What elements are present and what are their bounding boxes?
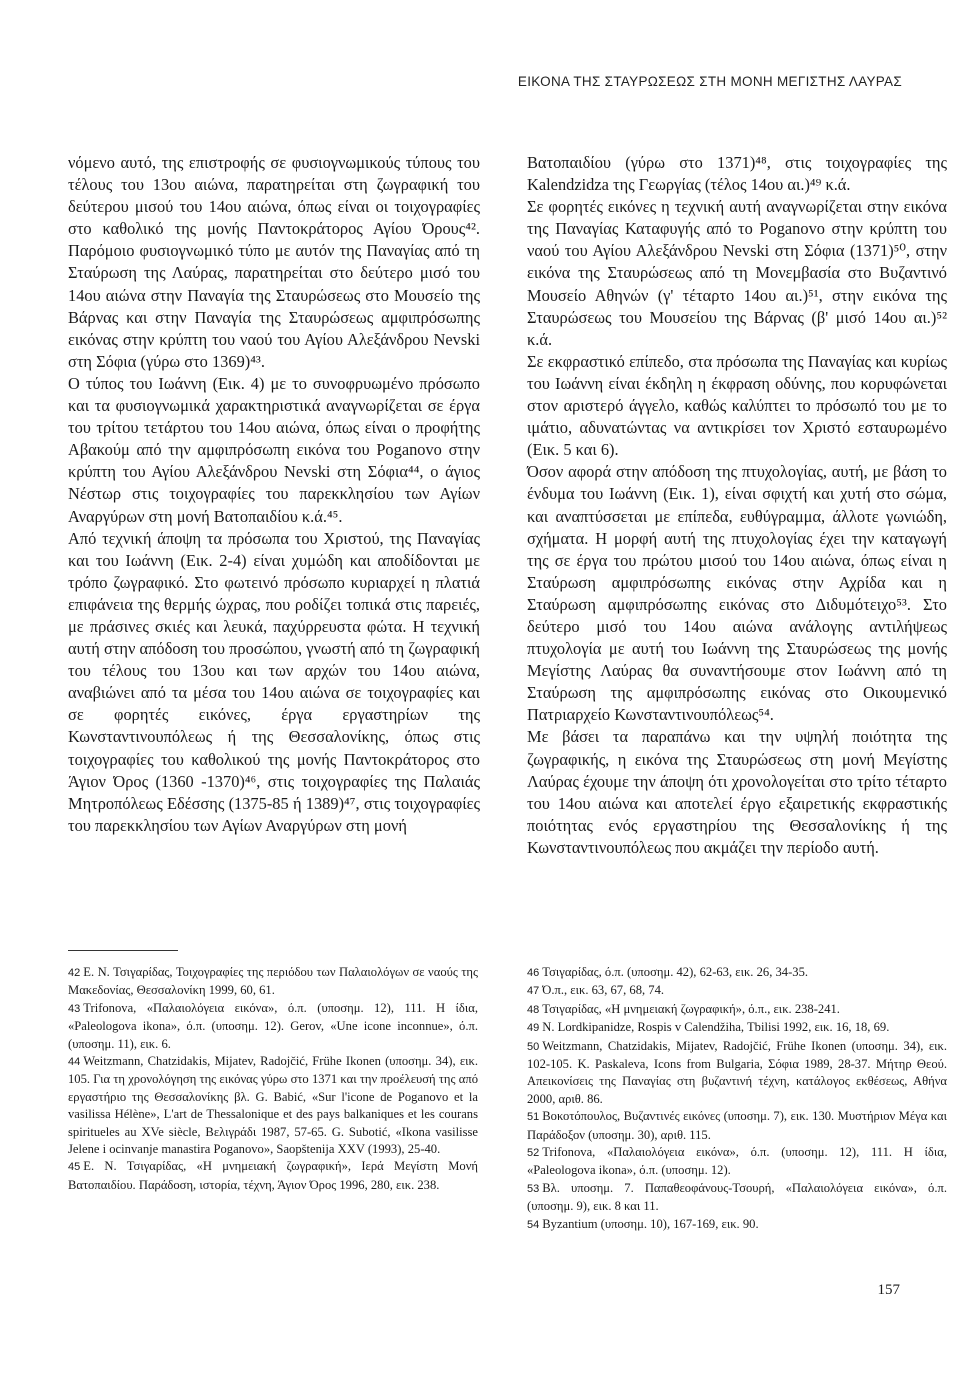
footnote-divider	[68, 950, 178, 951]
footnote-number: 46	[527, 967, 540, 979]
footnote	[527, 1019, 947, 1037]
running-header: ΕΙΚΟΝΑ ΤΗΣ ΣΤΑΥΡΩΣΕΩΣ ΣΤΗ ΜΟΝΗ ΜΕΓΙΣΤΗΣ ΛΑΥΡΑΣ	[517, 74, 902, 89]
footnote-text: Βοκοτόπουλος, Βυζαντινές εικόνες (υποσημ. 7), εικ. 130. Μυστήριον Μέγα και Παράδοξον (υποσημ. 30), αριθ. 115.	[527, 1109, 947, 1142]
footnote-number: 53	[527, 1182, 540, 1195]
footnotes-right	[527, 964, 947, 1234]
footnote	[527, 1144, 947, 1180]
body-paragraph: Ο τύπος του Ιωάννη (Εικ. 4) με το συνοφρυωμένο πρόσωπο και τα φυσιογνωμικά χαρακτηριστικά αναγνωρίζεται σε έργα του τρίτου τετάρτου του 14ου αιώνα, όπως είναι ο προφήτης Αβακούμ από την αμφιπρόσωπη εικόνα του Poganovo στην κρύπτη του Αγίου Αλεξάνδρου Nevski στη Σόφια⁴⁴, ο άγιος Νέστωρ στις τοιχογραφίες του παρεκκλησίου των Αγίων Αναργύρων στη μονή Βατοπαιδίου κ.ά.⁴⁵.	[68, 373, 480, 526]
footnote	[527, 964, 947, 982]
footnotes-left	[68, 964, 478, 1194]
footnote-text: Βλ. υποσημ. 7. Παπαθεοφάνους-Τσουρή, «Παλαιολόγεια εικόνα», ό.π. (υποσημ. 9), εικ. 8 και 11.	[527, 1180, 947, 1214]
footnote-text: Trifonova, «Παλαιολόγεια εικόνα», ό.π. (υποσημ. 12), 111. Η ίδια, «Paleologova ikona», ό.π. (υποσημ. 12).	[527, 1145, 947, 1178]
footnote	[68, 964, 478, 1000]
body-paragraph: Με βάσει τα παραπάνω και την υψηλή ποιότητα της ζωγραφικής, η εικόνα της Σταυρώσεως στη μονή Μεγίστης Λαύρας έχουμε την άποψη ότι χρονολογείται στο τρίτο τέταρτο του 14ου αιώνα και αποτελεί έργο εξαιρετικής εκφραστικής ποιότητας ενός εργαστηρίου της Θεσσαλονίκης ή της Κωνσταντινουπόλεως που ακμάζει την περίοδο αυτή.	[527, 727, 947, 857]
body-paragraph: νόμενο αυτό, της επιστροφής σε φυσιογνωμικούς τύπους του τέλους του 13ου αιώνα, παρατηρείται στη ζωγραφική του δεύτερου μισού του 14ου αιώνα, όπως είναι οι τοιχογραφίες στο καθολικό της μονής Παντοκράτορος Αγίου Όρους⁴². Παρόμοιο φυσιογνωμικό τύπο με αυτόν της Παναγίας από τη Σταύρωση της Λαύρας, παρατηρείται στο δεύτερο μισό του 14ου αιώνα στην Παναγία της Σταυρώσεως στο Μουσείο της Βάρνας και στην Παναγία της Σταυρώσεως αμφιπρόσωπης εικόνας στην κρύπτη του ναού του Αγίου Αλεξάνδρου Nevski στη Σόφια (γύρω στο 1369)⁴³.	[68, 153, 480, 371]
footnote	[527, 1108, 947, 1144]
footnote	[527, 1001, 947, 1019]
footnote-number: 51	[527, 1111, 540, 1124]
page-number: 157	[877, 1282, 900, 1298]
footnote	[68, 1053, 478, 1158]
footnote-number: 47	[527, 985, 540, 998]
footnote	[527, 1216, 947, 1234]
body-column-right	[527, 152, 947, 859]
footnote-number: 42	[68, 967, 81, 979]
body-column-left	[68, 152, 480, 837]
footnote-text: Τσιγαρίδας, «Η μνημειακή ζωγραφική», ό.π., εικ. 238-241.	[542, 1001, 840, 1016]
body-paragraph: Σε φορητές εικόνες η τεχνική αυτή αναγνωρίζεται στην εικόνα της Παναγίας Καταφυγής από το Poganovo στην κρύπτη του ναού του Αγίου Αλεξάνδρου Nevski στη Σόφια (1371)⁵⁰, στην εικόνα της Σταυρώσεως από τη Μονεμβασία στο Βυζαντινό Μουσείο Αθηνών (γ' τέταρτο 14ου αι.)⁵¹, στην εικόνα της Σταυρώσεως του Μουσείου της Βάρνας (β' μισό 14ου αι.)⁵² κ.ά.	[527, 197, 947, 349]
footnote	[527, 1180, 947, 1216]
footnote-number: 44	[68, 1056, 81, 1069]
footnote-text: N. Lordkipanidze, Rospis v Calendžiha, Tbilisi 1992, εικ. 16, 18, 69.	[542, 1020, 890, 1035]
footnote-text: Ε. Ν. Τσιγαρίδας, «Η μνημειακή ζωγραφική», Ιερά Μεγίστη Μονή Βατοπαιδίου. Παράδοση, ιστορία, τέχνη, Άγιον Όρος 1996, 280, εικ. 238.	[68, 1159, 478, 1192]
footnote	[68, 1000, 478, 1053]
footnote-number: 54	[527, 1218, 540, 1231]
footnote-number: 52	[527, 1147, 540, 1160]
footnote-text: Ε. Ν. Τσιγαρίδας, Τοιχογραφίες της περιόδου των Παλαιολόγων σε ναούς της Μακεδονίας, Θεσσαλονίκη 1999, 60, 61.	[68, 965, 478, 998]
footnote-text: Weitzmann, Chatzidakis, Mijatev, Radojčić, Frühe Ikonen (υποσημ. 34), εικ. 105. Για τη χρονολόγηση της εικόνας γύρω στο 1371 και την προέλευσή της από εργαστήριο της Θεσσαλονίκης βλ. G. Babić, «Sur l'icone de Poganovo et la vasilissa Hélène», L'art de Thessalonique et des pays balkaniques et les courans spiritueles au XVe siècle, Βελιγράδι 1987, 57-65. G. Subotić, «Ikona vasilisse Jelene i ocinvanje manastira Poganovo», Saopštenija XXV (1993), 25-40.	[68, 1054, 478, 1157]
footnote-text: Τσιγαρίδας, ό.π. (υποσημ. 42), 62-63, εικ. 26, 34-35.	[542, 965, 809, 979]
footnote-number: 45	[68, 1161, 81, 1174]
body-paragraph: Όσον αφορά στην απόδοση της πτυχολογίας, αυτή, με βάση το ένδυμα του Ιωάννη (Εικ. 1), είναι σφιχτή και χυτή στο σώμα, και αναπτύσσεται με επίπεδα, ευθύγραμμα, άλλοτε γωνιώδη, σχήματα. Η μορφή αυτή της πτυχολογίας έχει την καταγωγή της σε έργα του πρώτου μισού του 14ου αιώνα, όπως είναι η Σταύρωση αμφιπρόσωπης εικόνας στην Αχρίδα και η Σταύρωση αμφιπρόσωπης εικόνας στο Διδυμότειχο⁵³. Στο δεύτερο μισό του 14ου αιώνα ανάλογης αντιλήψεως πτυχολογία με αυτή του Ιωάννη της Σταυρώσεως της μονής Μεγίστης Λαύρας θα συναντήσουμε στον Ιωάννη από τη Σταύρωση της αμφιπρόσωπης εικόνας στο Οικουμενικό Πατριαρχείο Κωνσταντινουπόλεως⁵⁴.	[527, 462, 947, 725]
footnote-number: 49	[527, 1022, 540, 1035]
footnote-text: Weitzmann, Chatzidakis, Mijatev, Radojčić, Frühe Ikonen (υποσημ. 34), εικ. 102-105. K. Paskaleva, Icons from Bulgaria, Σόφια 1989, 28-37. Μήτηρ Θεού. Απεικονίσεις της Παναγίας στη βυζαντινή τέχνη, κατάλογος εκθέσεως, Αθήνα 2000, αριθ. 86.	[527, 1038, 947, 1106]
footnote-number: 50	[527, 1040, 540, 1053]
body-paragraph: Από τεχνική άποψη τα πρόσωπα του Χριστού, της Παναγίας και του Ιωάννη (Εικ. 2-4) είναι χυμώδη και αποδίδονται με τρόπο ζωγραφικό. Στο φωτεινό πρόσωπο κυριαρχεί η πλατιά επιφάνεια της θερμής ώχρας, που ροδίζει τοπικά στις παρειές, με πράσινες σκιές και λευκά, παχύρρευστα φώτα. Η τεχνική αυτή στην απόδοση του προσώπου, γνωστή από τη ζωγραφική του τέλους του 13ου και των αρχών του 14ου αιώνα, αναβιώνει από τα μέσα του 14ου αιώνα σε τοιχογραφίες και σε φορητές εικόνες, έργα εργαστηρίων της Κωνσταντινουπόλεως ή της Θεσσαλονίκης, όπως στις τοιχογραφίες του καθολικού της μονής Παντοκράτορος στο Άγιον Όρος (1360 -1370)⁴⁶, στις τοιχογραφίες της Παλαιάς Μητροπόλεως Εδέσσης (1375-85 ή 1389)⁴⁷, στις τοιχογραφίες του παρεκκλησίου των Αγίων Αναργύρων στη μονή	[68, 528, 480, 835]
footnote-text: Ό.π., εικ. 63, 67, 68, 74.	[542, 983, 665, 998]
body-paragraph: Βατοπαιδίου (γύρω στο 1371)⁴⁸, στις τοιχογραφίες της Kalendzidza της Γεωργίας (τέλος 14ου αι.)⁴⁹ κ.ά.	[527, 153, 947, 195]
footnote	[527, 982, 947, 1000]
footnote	[527, 1038, 947, 1109]
body-paragraph: Σε εκφραστικό επίπεδο, στα πρόσωπα της Παναγίας και κυρίως του Ιωάννη είναι έκδηλη η έκφραση οδύνης, που κορυφώνεται στον αριστερό άγγελο, καθώς καλύπτει το πρόσωπό του με το ιμάτιο, αδυνατώντας να αντικρίσει τον Χριστό εσταυρωμένο (Εικ. 5 και 6).	[527, 351, 947, 460]
footnote-number: 43	[68, 1002, 81, 1015]
footnote-number: 48	[527, 1003, 540, 1016]
footnote	[68, 1158, 478, 1194]
footnote-text: Byzantium (υποσημ. 10), 167-169, εικ. 90.	[542, 1216, 759, 1231]
footnote-text: Trifonova, «Παλαιολόγεια εικόνα», ό.π. (υποσημ. 12), 111. Η ίδια, «Paleologova ikona», ό.π. (υποσημ. 12). Gerov, «Une icone inconnue», ό.π. (υποσημ. 11), εικ. 6.	[68, 1000, 478, 1051]
